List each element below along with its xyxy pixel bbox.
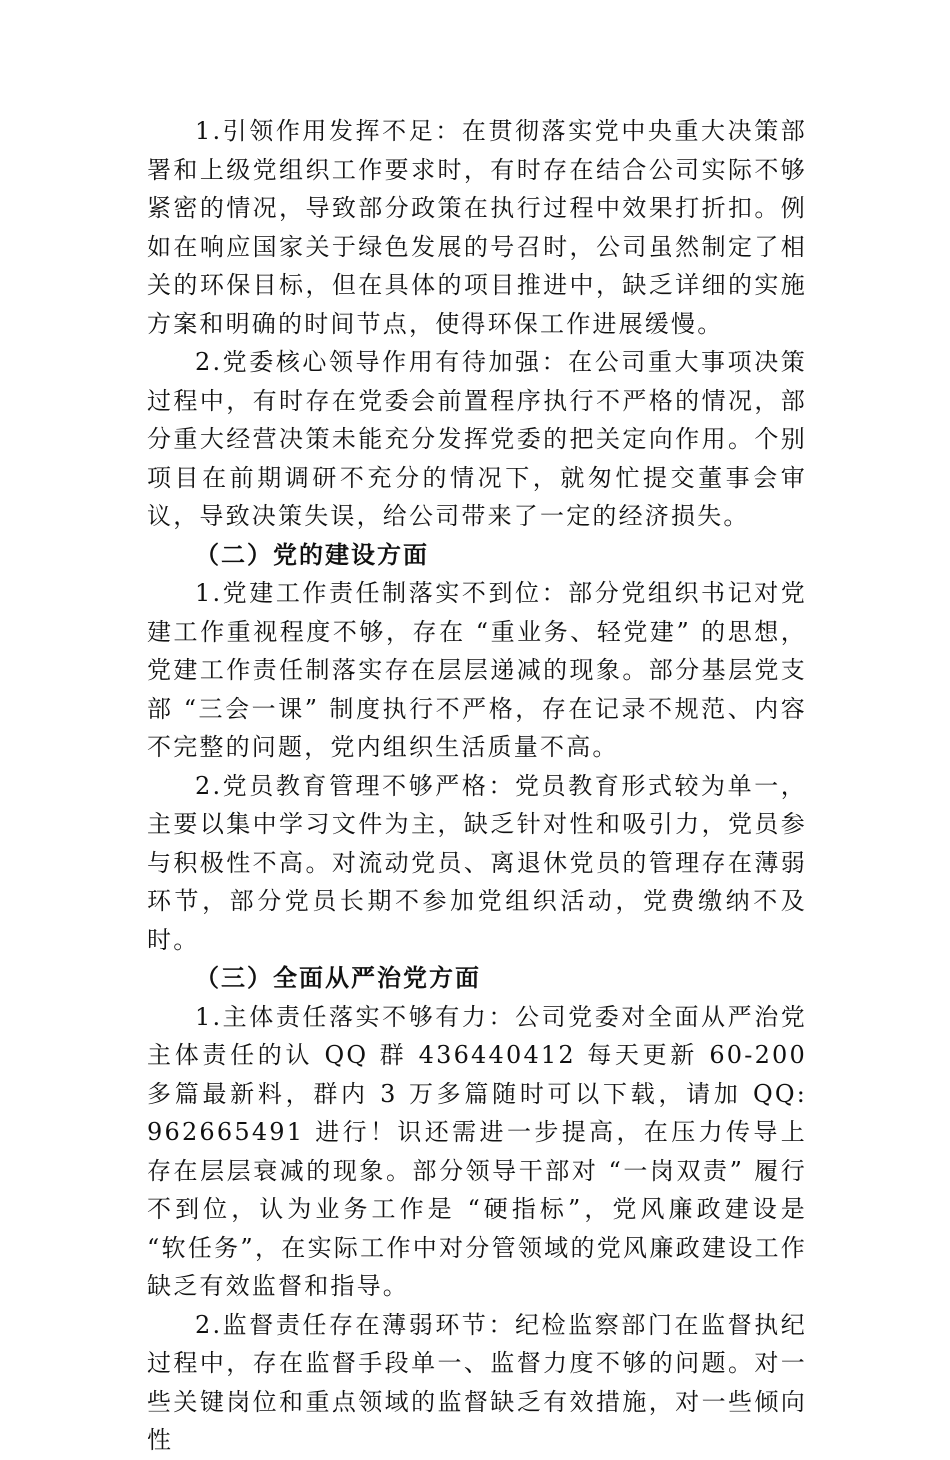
paragraph-supervision-responsibility: 2.监督责任存在薄弱环节：纪检监察部门在监督执纪过程中，存在监督手段单一、监督力度不够的问题。对一些关键岗位和重点领域的监督缺乏有效措施，对一些倾向性 [147,1310,807,1454]
document-page [147,112,807,1460]
paragraph-party-committee-role: 2.党委核心领导作用有待加强：在公司重大事项决策过程中，有时存在党委会前置程序执行不严格的情况，部分重大经营决策未能充分发挥党委的把关定向作用。个别项目在前期调研不充分的情况下，就匆忙提交董事会审议，导致决策失误，给公司带来了一定的经济损失。 [147,348,807,530]
paragraph-leading-role: 1.引领作用发挥不足：在贯彻落实党中央重大决策部署和上级党组织工作要求时，有时存在结合公司实际不够紧密的情况，导致部分政策在执行过程中效果打折扣。例如在响应国家关于绿色发展的号召时，公司虽然制定了相关的环保目标，但在具体的项目推进中，缺乏详细的实施方案和明确的时间节点，使得环保工作进展缓慢。 [147,117,807,338]
paragraph-main-responsibility: 1.主体责任落实不够有力：公司党委对全面从严治党主体责任的认 QQ 群 436440412 每天更新 60-200 多篇最新料，群内 3 万多篇随时可以下载，请加 QQ: 962665491 进行！识还需进一步提高，在压力传导上存在层层衰减的现象。部分领导干部对 “一岗双责” 履行不到位，认为业务工作是 “硬指标”，党风廉政建设是 “软任务”，在实际工作中对分管领域的党风廉政建设工作缺乏有效监督和指导。 [147,1002,807,1300]
section-heading-strict-governance: （三）全面从严治党方面 [195,963,481,992]
paragraph-member-education: 2.党员教育管理不够严格：党员教育形式较为单一，主要以集中学习文件为主，缺乏针对性和吸引力，党员参与积极性不高。对流动党员、离退休党员的管理存在薄弱环节，部分党员长期不参加党组织活动，党费缴纳不及时。 [147,771,807,954]
section-heading-party-building: （二）党的建设方面 [195,539,429,569]
paragraph-responsibility-system: 1.党建工作责任制落实不到位：部分党组织书记对党建工作重视程度不够，存在 “重业务、轻党建” 的思想，党建工作责任制落实存在层层递减的现象。部分基层党支部 “三会一课” 制度执行不严格，存在记录不规范、内容不完整的问题，党内组织生活质量不高。 [147,579,807,761]
